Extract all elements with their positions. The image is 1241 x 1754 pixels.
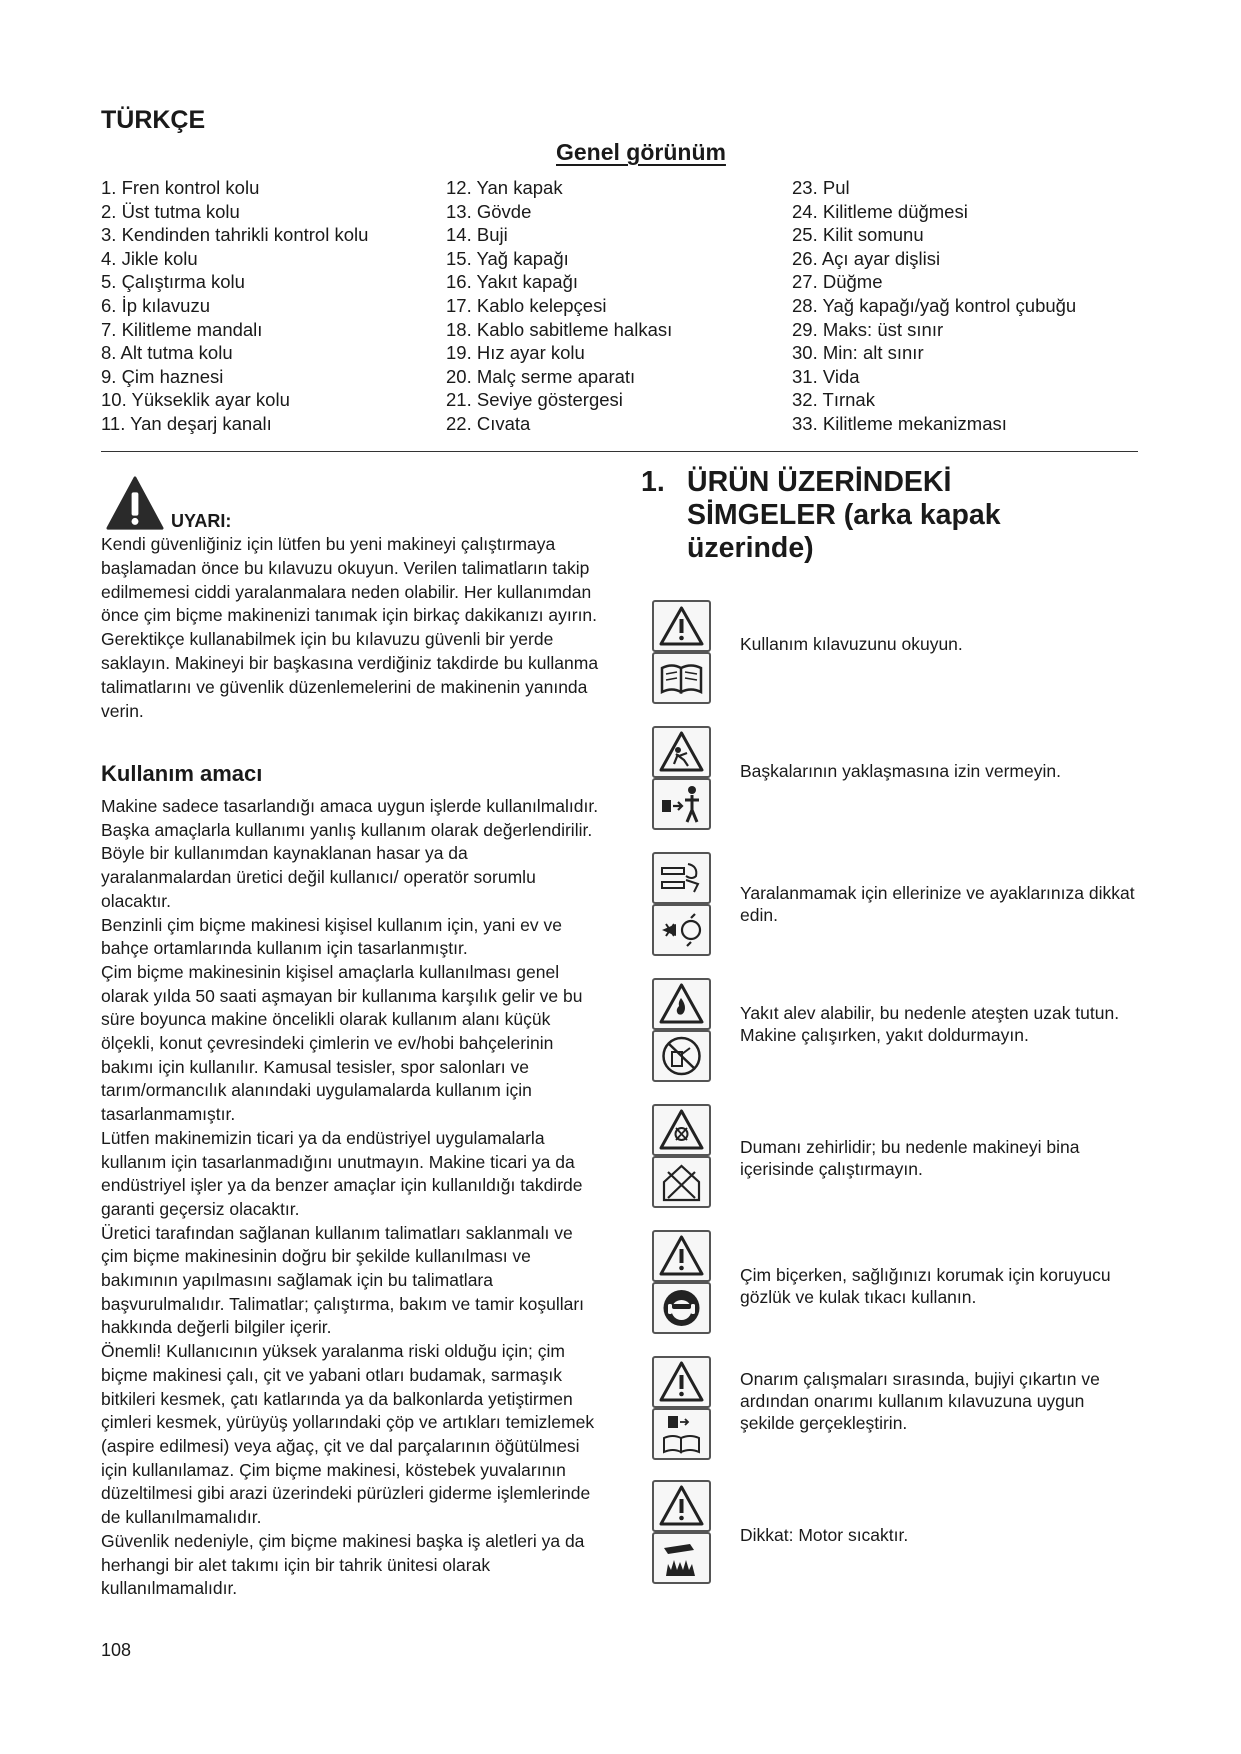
no-indoor-icon [652, 1156, 711, 1208]
symbol-description: Yaralanmamak için ellerinize ve ayaklarınıza dikkat edin. [740, 883, 1135, 925]
warning-triangle-icon [652, 600, 711, 652]
part-item: 12. Yan kapak [446, 177, 563, 198]
part-item: 26. Açı ayar dişlisi [792, 247, 941, 269]
paragraph: Benzinli çim biçme makinesi kişisel kullanım için, yani ev ve bahçe ortamlarında kullanım için tasarlanmıştır. [101, 914, 562, 959]
paragraph: Makine sadece tasarlandığı amaca uygun işlerde kullanılmalıdır. Başka amaçlarla kullanımı yanlış kullanım olarak değerlendirilir. Böyle bir kullanımdan kaynaklanan hasar ya da yaralanmalardan üretici değil kullanıcı/ operatör sorumlu olacaktır. [101, 796, 599, 911]
part-item: 19. Hız ayar kolu [446, 342, 585, 364]
part-item: 22. Cıvata [446, 412, 531, 434]
warning-triangle-icon [652, 1230, 711, 1282]
heading-number: 1. [641, 466, 665, 498]
part-item: 2. Üst tutma kolu [101, 200, 240, 222]
parts-list-col2 [446, 176, 672, 436]
part-item: 5. Çalıştırma kolu [101, 271, 245, 293]
symbol-description: Başkalarının yaklaşmasına izin vermeyin. [740, 761, 1061, 781]
part-item: 23. Pul [792, 177, 850, 198]
page-number: 108 [101, 1640, 132, 1660]
part-item: 15. Yağ kapağı [446, 247, 569, 269]
part-item: 30. Min: alt sınır [792, 342, 924, 364]
paragraph: Lütfen makinemizin ticari ya da endüstriyel uygulamalarla kullanım için tasarlanmadığını unutmayın. Makine ticari ya da endüstriyel işler ya da benzer amaçlar için kullanıldığı takdirde garanti geçersiz olacaktır. [101, 1127, 583, 1219]
symbols-heading [641, 466, 1161, 565]
symbol-description: Çim biçerken, sağlığınızı korumak için koruyucu gözlük ve kulak tıkacı kullanın. [740, 1265, 1111, 1307]
part-item: 25. Kilit somunu [792, 224, 924, 246]
part-item: 33. Kilitleme mekanizması [792, 412, 1007, 434]
symbol-description: Dikkat: Motor sıcaktır. [740, 1525, 909, 1545]
part-item: 3. Kendinden tahrikli kontrol kolu [101, 224, 369, 246]
heading-line: üzerinde) [687, 532, 814, 564]
part-item: 10. Yükseklik ayar kolu [101, 389, 290, 411]
part-item: 6. İp kılavuzu [101, 294, 211, 316]
heading-line: ÜRÜN ÜZERİNDEKİ [687, 466, 952, 498]
paragraph: Üretici tarafından sağlanan kullanım talimatları saklanmalı ve çim biçme makinesinin doğru bir şekilde kullanılması ve bakımının yapılmasını sağlamak için bu talimatlara başvurulmalıdır. Talimatlar; çalıştırma, bakım ve tamir koşulları hakkında değerli bilgiler içerir. [101, 1222, 585, 1338]
manual-book-icon [652, 652, 711, 704]
warning-triangle-icon [652, 1480, 711, 1532]
language-heading: TÜRKÇE [101, 106, 206, 134]
part-item: 16. Yakıt kapağı [446, 271, 578, 293]
warning-triangle-icon [652, 978, 711, 1030]
foot-blade-icon [652, 904, 711, 956]
part-item: 17. Kablo kelepçesi [446, 294, 607, 316]
hot-surface-icon [652, 1532, 711, 1584]
no-refuel-icon [652, 1030, 711, 1082]
warning-text: Kendi güvenliğiniz için lütfen bu yeni makineyi çalıştırmaya başlamadan önce bu kılavuzu okuyun. Verilen talimatların takip edilmemesi ciddi yaralanmalara neden olabilir. Her kullanımdan önce çim biçme makinenizi tanımak için birkaç dakikanızı ayırın. Gerektikçe kullanabilmek için bu kılavuzu güvenli bir yerde saklayın. Makineyi bir başkasına verdiğiniz takdirde bu kullanma talimatlarını ve güvenlik düzenlemelerini de makinenin yanında verin. [101, 534, 599, 721]
spark-plug-manual-icon [652, 1408, 711, 1460]
toxic-fumes-icon [652, 1104, 711, 1156]
part-item: 11. Yan deşarj kanalı [101, 412, 272, 434]
part-item: 32. Tırnak [792, 389, 875, 411]
part-item: 21. Seviye göstergesi [446, 389, 623, 411]
symbol-description: Onarım çalışmaları sırasında, bujiyi çıkartın ve ardından onarımı kullanım kılavuzuna uygun şekilde gerçekleştirin. [740, 1369, 1100, 1433]
part-item: 24. Kilitleme düğmesi [792, 200, 968, 222]
intended-use-heading: Kullanım amacı [101, 761, 263, 786]
parts-list-col1 [101, 176, 368, 436]
part-item: 29. Maks: üst sınır [792, 318, 944, 340]
part-item: 14. Buji [446, 224, 508, 246]
keep-away-person-icon [652, 778, 711, 830]
warning-label: UYARI: [171, 511, 232, 531]
part-item: 9. Çim haznesi [101, 365, 224, 387]
symbol-description: Dumanı zehirlidir; bu nedenle makineyi bina içerisinde çalıştırmayın. [740, 1137, 1080, 1179]
eye-ear-protection-icon [652, 1282, 711, 1334]
section-divider [101, 451, 1138, 452]
parts-list-col3 [792, 176, 1076, 436]
intended-use-text [101, 795, 601, 1601]
part-item: 18. Kablo sabitleme halkası [446, 318, 673, 340]
hand-blade-icon [652, 852, 711, 904]
part-item: 8. Alt tutma kolu [101, 342, 233, 364]
part-item: 27. Düğme [792, 271, 883, 293]
warning-triangle-icon [652, 1356, 711, 1408]
part-item: 1. Fren kontrol kolu [101, 177, 260, 198]
overview-title: Genel görünüm [556, 139, 726, 165]
symbol-description: Yakıt alev alabilir, bu nedenle ateşten uzak tutun. Makine çalışırken, yakıt doldurmayın. [740, 1003, 1120, 1045]
part-item: 20. Malç serme aparatı [446, 365, 636, 387]
symbol-description: Kullanım kılavuzunu okuyun. [740, 634, 963, 654]
paragraph: Önemli! Kullanıcının yüksek yaralanma riski olduğu için; çim biçme makinesi çalı, çit ve yabani otları budamak, sarmaşık bitkileri kesmek, çatı katlarında ya da balkonlarda yetiştirmen çimleri kesmek, yürüyüş yollarındaki çöp ve artıkları temizlemek (aspire edilmesi) veya ağaç, çit ve dal parçalarının öğütülmesi için kullanılamaz. Çim biçme makinesi, köstebek yuvalarının düzeltilmesi gibi arazi üzerindeki pürüzleri giderme işlemlerinde de kullanılmamalıdır. [101, 1341, 595, 1528]
part-item: 28. Yağ kapağı/yağ kontrol çubuğu [792, 294, 1077, 316]
part-item: 31. Vida [792, 365, 860, 387]
warning-triangle-icon [652, 726, 711, 778]
part-item: 4. Jikle kolu [101, 247, 198, 269]
paragraph: Çim biçme makinesinin kişisel amaçlarla kullanılması genel olarak yılda 50 saati aşmayan bir kullanıma karşılık gelir ve bu süre boyunca makine öncelikli olarak kullanım alanı küçük ölçekli, konut çevresindeki çimlerin ve ev/hobi bahçelerinin bakımı için kullanılır. Kamusal tesisler, spor salonları ve tarım/ormancılık alanındaki uygulamalarda kullanım için tasarlanmamıştır. [101, 961, 583, 1125]
part-item: 13. Gövde [446, 200, 532, 222]
warning-triangle-icon [106, 475, 164, 533]
paragraph: Güvenlik nedeniyle, çim biçme makinesi başka iş aletleri ya da herhangi bir alet takımı için bir tahrik ünitesi olarak kullanılmamalıdır. [101, 1530, 585, 1599]
heading-line: SİMGELER (arka kapak [687, 499, 1001, 531]
part-item: 7. Kilitleme mandalı [101, 318, 263, 340]
